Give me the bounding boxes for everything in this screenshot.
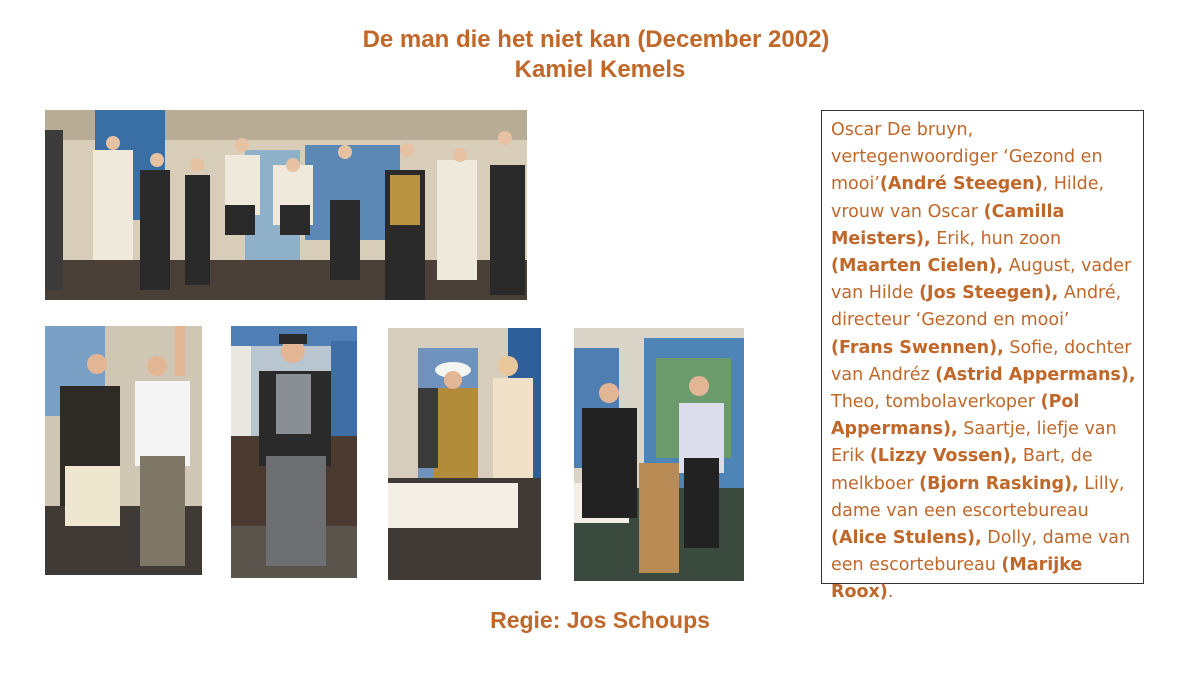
cast-actor: (Frans Swennen), — [831, 337, 1004, 358]
cast-actor: (André Steegen) — [879, 174, 1043, 195]
cast-role: Erik, hun zoon — [930, 228, 1062, 249]
photo-scene-1 — [45, 326, 202, 575]
photo-full-cast — [45, 110, 527, 300]
page-title: De man die het niet kan (December 2002) — [362, 26, 830, 53]
cast-actor: (Bjorn Rasking), — [919, 473, 1079, 494]
cast-role: André, directeur ‘Gezond en mooi’ — [831, 283, 1122, 331]
photo-scene-2 — [231, 326, 357, 578]
cast-role: Oscar De bruyn, vertegenwoordiger ‘Gezond en mooi’ — [831, 120, 1103, 195]
cast-actor: (Camilla Meisters), — [831, 201, 1065, 249]
cast-actor: (Lizzy Vossen), — [869, 446, 1018, 467]
cast-actor: (Alice Stulens), — [831, 528, 982, 549]
cast-role: Bart, de melkboer — [831, 446, 1093, 494]
cast-role: Dolly, dame van een escortebureau — [831, 528, 1131, 576]
cast-role: Lilly, dame van een escortebureau — [831, 473, 1125, 521]
photo-scene-3 — [388, 328, 541, 580]
cast-role: Saartje, liefje van Erik — [831, 419, 1117, 467]
cast-role: Sofie, dochter van Andréz — [831, 337, 1132, 385]
photo-scene-4 — [574, 328, 744, 581]
cast-role: Theo, tombolaverkoper — [831, 392, 1041, 413]
cast-actor: (Astrid Appermans), — [935, 364, 1136, 385]
cast-actor: (Marijke Roox) — [831, 555, 1083, 603]
cast-actor: (Jos Steegen), — [919, 283, 1059, 304]
cast-list — [821, 110, 1144, 603]
cast-actor: (Pol Appermans), — [831, 392, 1080, 440]
cast-role: August, vader van Hilde — [831, 256, 1132, 304]
cast-role: . — [887, 582, 894, 603]
page-subtitle-author: Kamiel Kemels — [514, 56, 686, 83]
director-credit: Regie: Jos Schoups — [490, 607, 710, 633]
cast-role: , Hilde, vrouw van Oscar — [831, 174, 1105, 222]
cast-actor: (Maarten Cielen), — [831, 256, 1004, 277]
